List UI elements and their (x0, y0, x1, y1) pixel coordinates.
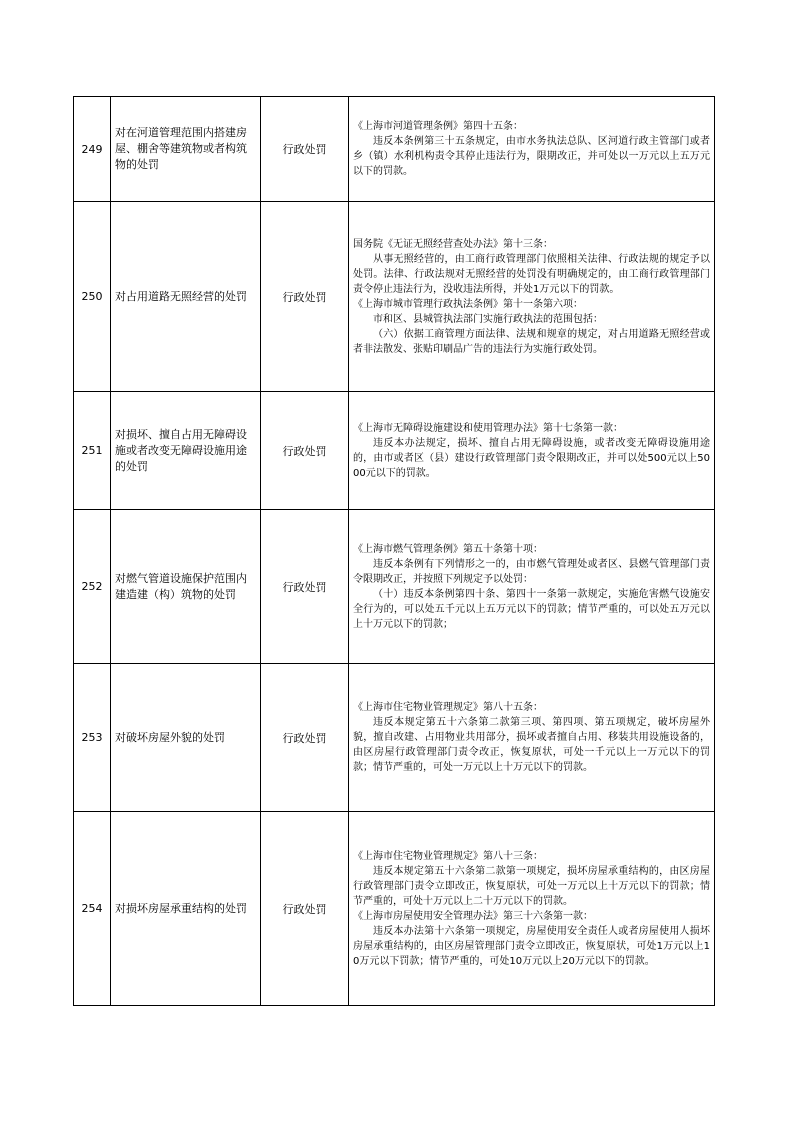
table-row (74, 202, 715, 392)
item-name: 对占用道路无照经营的处罚 (111, 202, 261, 392)
table-row (74, 664, 715, 812)
basis-line: 《上海市燃气管理条例》第五十条第十项： (353, 543, 543, 555)
item-type: 行政处罚 (261, 202, 349, 392)
row-number: 253 (74, 664, 111, 812)
item-name: 对破坏房屋外貌的处罚 (111, 664, 261, 812)
item-type: 行政处罚 (261, 392, 349, 510)
basis-line: 市和区、县城管执法部门实施行政执法的范围包括： (373, 313, 603, 325)
basis-line: 从事无照经营的，由工商行政管理部门依照相关法律、行政法规的规定予以处罚。法律、行政法规对无照经营的处罚没有明确规定的，由工商行政管理部门责令停止违法行为，没收违法所得，并处1万元以下的罚款。 (353, 253, 710, 295)
basis-line: 《上海市住宅物业管理规定》第八十五条： (353, 702, 543, 713)
basis-line: （六）依据工商管理方面法律、法规和规章的规定，对占用道路无照经营或者非法散发、张贴印刷品广告的违法行为实施行政处罚。 (353, 328, 710, 355)
basis-line: 违反本条例第三十五条规定，由市水务执法总队、区河道行政主管部门或者乡（镇）水利机构责令其停止违法行为，限期改正，并可处以一万元以上五万元以下的罚款。 (353, 136, 710, 177)
table-row (74, 392, 715, 510)
basis-line: 《上海市住宅物业管理规定》第八十三条： (353, 850, 543, 862)
basis-line: 违反本条例有下列情形之一的，由市燃气管理处或者区、县燃气管理部门责令限期改正，并按照下列规定予以处罚： (353, 558, 710, 585)
table-row (74, 510, 715, 664)
basis-line: 《上海市河道管理条例》第四十五条： (353, 121, 523, 132)
basis-line: 《上海市城市管理行政执法条例》第十一条第六项： (353, 298, 583, 310)
item-type: 行政处罚 (261, 97, 349, 202)
row-number: 251 (74, 392, 111, 510)
item-type: 行政处罚 (261, 510, 349, 664)
basis-line: （十）违反本条例第四十条、第四十一条第一款规定，实施危害燃气设施安全行为的，可以处五千元以上五万元以下的罚款；情节严重的，可以处五万元以上十万元以下的罚款； (353, 588, 710, 630)
legal-basis (349, 812, 715, 1006)
legal-basis (349, 510, 715, 664)
legal-basis (349, 664, 715, 812)
legal-basis (349, 97, 715, 202)
item-name: 对损坏房屋承重结构的处罚 (111, 812, 261, 1006)
basis-line: 国务院《无证无照经营查处办法》第十三条： (353, 238, 553, 250)
item-name: 对燃气管道设施保护范围内建造建（构）筑物的处罚 (111, 510, 261, 664)
basis-line: 《上海市房屋使用安全管理办法》第三十六条第一款： (353, 910, 593, 922)
penalty-table (73, 96, 715, 1006)
table-row (74, 97, 715, 202)
basis-line: 违反本办法规定，损坏、擅自占用无障碍设施，或者改变无障碍设施用途的，由市或者区（县）建设行政管理部门责令限期改正，并可以处500元以上5000元以下的罚款。 (353, 437, 710, 479)
item-type: 行政处罚 (261, 812, 349, 1006)
row-number: 254 (74, 812, 111, 1006)
basis-line: 违反本规定第五十六条第二款第一项规定，损坏房屋承重结构的，由区房屋行政管理部门责令立即改正，恢复原状，可处一万元以上十万元以下的罚款；情节严重的，可处十万元以上二十万元以下的罚款。 (353, 865, 710, 907)
row-number: 249 (74, 97, 111, 202)
item-type: 行政处罚 (261, 664, 349, 812)
row-number: 250 (74, 202, 111, 392)
basis-line: 违反本规定第五十六条第二款第三项、第四项、第五项规定，破坏房屋外貌，擅自改建、占用物业共用部分，损坏或者擅自占用、移装共用设施设备的，由区房屋行政管理部门责令改正，恢复原状，可处一千元以上一万元以下的罚款；情节严重的，可处一万元以上十万元以下的罚款。 (353, 717, 710, 773)
item-name: 对在河道管理范围内搭建房屋、棚舍等建筑物或者构筑物的处罚 (111, 97, 261, 202)
legal-basis (349, 202, 715, 392)
legal-basis (349, 392, 715, 510)
basis-line: 《上海市无障碍设施建设和使用管理办法》第十七条第一款： (353, 422, 623, 434)
row-number: 252 (74, 510, 111, 664)
item-name: 对损坏、擅自占用无障碍设施或者改变无障碍设施用途的处罚 (111, 392, 261, 510)
table-row (74, 812, 715, 1006)
basis-line: 违反本办法第十六条第一项规定，房屋使用安全责任人或者房屋使用人损坏房屋承重结构的，由区房屋管理部门责令立即改正，恢复原状，可处1万元以上10万元以下罚款；情节严重的，可处10万元以上20万元以下的罚款。 (353, 925, 710, 967)
